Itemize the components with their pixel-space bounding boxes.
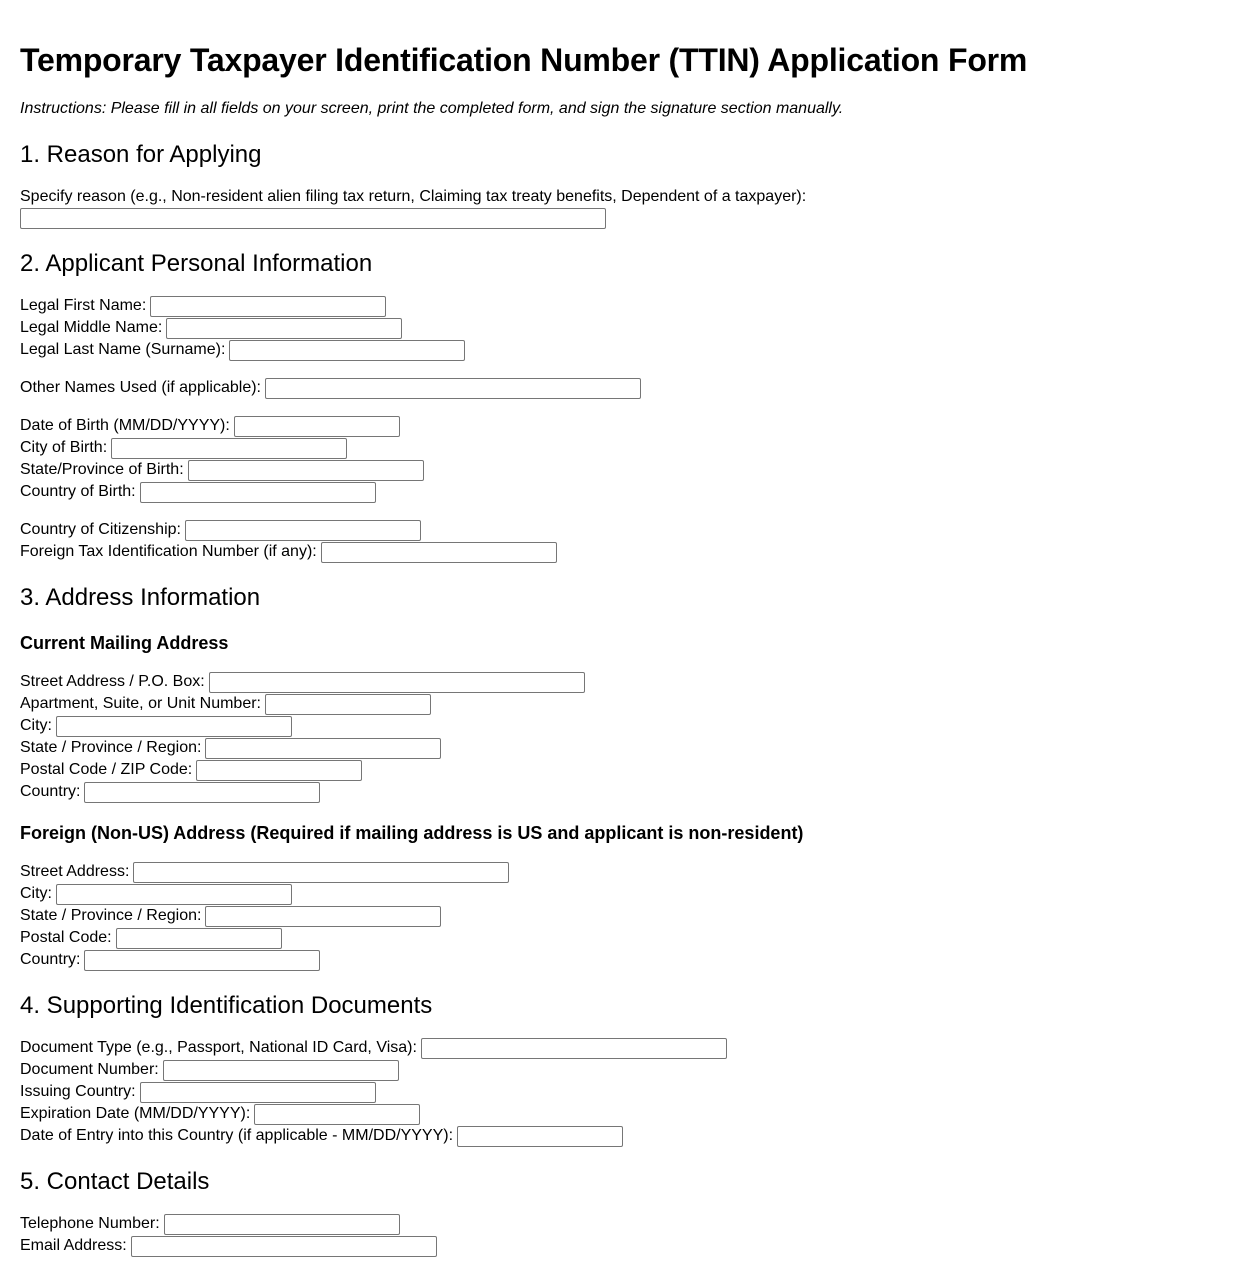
mailing-postal-input[interactable] xyxy=(196,760,362,781)
foreign-address-title: Foreign (Non-US) Address (Required if mailing address is US and applicant is non-resident) xyxy=(20,823,804,843)
email-row xyxy=(20,1235,1227,1257)
section-title-contact: 5. Contact Details xyxy=(20,1168,210,1195)
citizenship-input[interactable] xyxy=(185,520,421,541)
country-of-birth-row xyxy=(20,481,1227,503)
foreign-city-label: City: xyxy=(20,885,52,902)
mailing-state-row xyxy=(20,737,1227,759)
section-title-address: 3. Address Information xyxy=(20,584,261,611)
expiration-date-input[interactable] xyxy=(254,1104,420,1125)
entry-date-row xyxy=(20,1125,1227,1147)
mailing-city-row xyxy=(20,715,1227,737)
email-input[interactable] xyxy=(131,1236,437,1257)
country-of-birth-input[interactable] xyxy=(140,482,376,503)
doc-type-row xyxy=(20,1037,1227,1059)
middle-name-input[interactable] xyxy=(166,318,402,339)
middle-name-row xyxy=(20,317,1227,339)
email-label: Email Address: xyxy=(20,1237,127,1254)
mailing-apt-input[interactable] xyxy=(265,694,431,715)
documents-fields xyxy=(20,1037,1227,1147)
mailing-country-row xyxy=(20,781,1227,803)
last-name-label: Legal Last Name (Surname): xyxy=(20,341,226,358)
foreign-tin-label: Foreign Tax Identification Number (if any): xyxy=(20,543,317,560)
mailing-address-title: Current Mailing Address xyxy=(20,633,229,653)
mailing-address-fields xyxy=(20,671,1227,803)
foreign-street-label: Street Address: xyxy=(20,863,130,880)
issuing-country-input[interactable] xyxy=(140,1082,376,1103)
mailing-street-label: Street Address / P.O. Box: xyxy=(20,673,205,690)
entry-date-input[interactable] xyxy=(457,1126,623,1147)
reason-field-group xyxy=(20,186,1227,229)
state-of-birth-label: State/Province of Birth: xyxy=(20,461,184,478)
last-name-input[interactable] xyxy=(229,340,465,361)
first-name-label: Legal First Name: xyxy=(20,297,147,314)
mailing-street-input[interactable] xyxy=(209,672,585,693)
citizenship-label: Country of Citizenship: xyxy=(20,521,181,538)
foreign-state-input[interactable] xyxy=(205,906,441,927)
state-of-birth-input[interactable] xyxy=(188,460,424,481)
mailing-state-label: State / Province / Region: xyxy=(20,739,202,756)
citizenship-fields xyxy=(20,519,1227,563)
mailing-postal-row xyxy=(20,759,1227,781)
country-of-birth-label: Country of Birth: xyxy=(20,483,136,500)
mailing-city-input[interactable] xyxy=(56,716,292,737)
mailing-street-row xyxy=(20,671,1227,693)
state-of-birth-row xyxy=(20,459,1227,481)
other-names-input[interactable] xyxy=(265,378,641,399)
name-fields xyxy=(20,295,1227,361)
foreign-state-label: State / Province / Region: xyxy=(20,907,202,924)
city-of-birth-row xyxy=(20,437,1227,459)
foreign-postal-label: Postal Code: xyxy=(20,929,112,946)
birth-fields xyxy=(20,415,1227,503)
city-of-birth-label: City of Birth: xyxy=(20,439,108,456)
foreign-street-input[interactable] xyxy=(133,862,509,883)
mailing-city-label: City: xyxy=(20,717,52,734)
doc-number-label: Document Number: xyxy=(20,1061,159,1078)
other-names-label: Other Names Used (if applicable): xyxy=(20,379,261,396)
last-name-row xyxy=(20,339,1227,361)
dob-label: Date of Birth (MM/DD/YYYY): xyxy=(20,417,230,434)
middle-name-label: Legal Middle Name: xyxy=(20,319,163,336)
foreign-tin-row xyxy=(20,541,1227,563)
foreign-postal-input[interactable] xyxy=(116,928,282,949)
first-name-row xyxy=(20,295,1227,317)
foreign-country-row xyxy=(20,949,1227,971)
mailing-country-input[interactable] xyxy=(84,782,320,803)
doc-type-label: Document Type (e.g., Passport, National ID Card, Visa): xyxy=(20,1039,417,1056)
doc-number-row xyxy=(20,1059,1227,1081)
doc-type-input[interactable] xyxy=(421,1038,727,1059)
first-name-input[interactable] xyxy=(150,296,386,317)
section-title-reason: 1. Reason for Applying xyxy=(20,141,262,168)
dob-input[interactable] xyxy=(234,416,400,437)
section-title-documents: 4. Supporting Identification Documents xyxy=(20,992,433,1019)
foreign-postal-row xyxy=(20,927,1227,949)
mailing-country-label: Country: xyxy=(20,783,81,800)
phone-input[interactable] xyxy=(164,1214,400,1235)
form-page xyxy=(0,40,1247,1257)
instructions-text: Instructions: Please fill in all fields on your screen, print the completed form, and sign the signature section manually. xyxy=(20,100,844,117)
foreign-city-input[interactable] xyxy=(56,884,292,905)
other-names-fields xyxy=(20,377,1227,399)
mailing-postal-label: Postal Code / ZIP Code: xyxy=(20,761,193,778)
other-names-row xyxy=(20,377,1227,399)
page-title: Temporary Taxpayer Identification Number (TTIN) Application Form xyxy=(20,42,1028,78)
dob-row xyxy=(20,415,1227,437)
section-title-personal: 2. Applicant Personal Information xyxy=(20,250,373,277)
foreign-state-row xyxy=(20,905,1227,927)
mailing-state-input[interactable] xyxy=(205,738,441,759)
reason-input[interactable] xyxy=(20,208,606,229)
mailing-apt-label: Apartment, Suite, or Unit Number: xyxy=(20,695,261,712)
foreign-country-label: Country: xyxy=(20,951,81,968)
expiration-date-label: Expiration Date (MM/DD/YYYY): xyxy=(20,1105,251,1122)
foreign-country-input[interactable] xyxy=(84,950,320,971)
foreign-address-fields xyxy=(20,861,1227,971)
issuing-country-label: Issuing Country: xyxy=(20,1083,136,1100)
contact-fields xyxy=(20,1213,1227,1257)
foreign-street-row xyxy=(20,861,1227,883)
foreign-tin-input[interactable] xyxy=(321,542,557,563)
reason-label: Specify reason (e.g., Non-resident alien filing tax return, Claiming tax treaty benefits, Dependent of a taxpayer): xyxy=(20,188,807,205)
phone-row xyxy=(20,1213,1227,1235)
citizenship-row xyxy=(20,519,1227,541)
issuing-country-row xyxy=(20,1081,1227,1103)
phone-label: Telephone Number: xyxy=(20,1215,160,1232)
city-of-birth-input[interactable] xyxy=(111,438,347,459)
foreign-city-row xyxy=(20,883,1227,905)
expiration-date-row xyxy=(20,1103,1227,1125)
doc-number-input[interactable] xyxy=(163,1060,399,1081)
mailing-apt-row xyxy=(20,693,1227,715)
entry-date-label: Date of Entry into this Country (if applicable - MM/DD/YYYY): xyxy=(20,1127,454,1144)
